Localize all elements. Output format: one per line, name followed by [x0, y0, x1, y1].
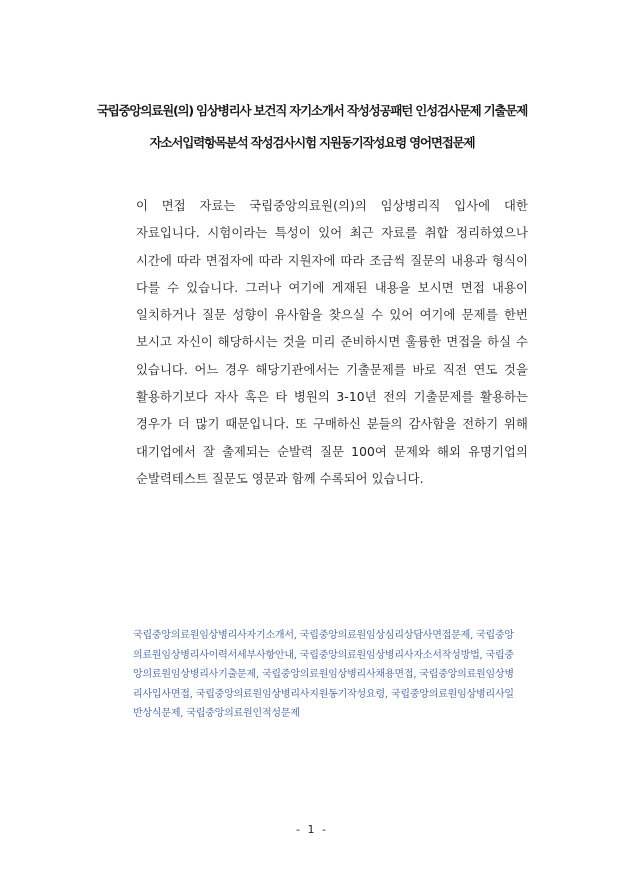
- keyword-link[interactable]: 국립중앙의료원임상병리사채용면접,: [261, 669, 417, 680]
- page-number: - 1 -: [296, 823, 328, 836]
- keyword-link[interactable]: 국립중앙의료원임상병리사입사면접,: [133, 669, 514, 700]
- keyword-list: [133, 626, 523, 724]
- keyword-link[interactable]: 국립중앙의료원임상병리사기출문제,: [133, 649, 514, 680]
- keyword-link[interactable]: 국립중앙의료원임상병리사자기소개서,: [133, 630, 297, 641]
- intro-paragraph: 이 면접 자료는 국립중앙의료원(의)의 임상병리직 입사에 대한 자료입니다. 시험이라는 특성이 있어 최근 자료를 취합 정리하였으나 시간에 따라 면접자에 따라 지원자에 따라 조금씩 질문의 내용과 형식이 다를 수 있습니다. 그러나 여기에 게재된 내용을 보시면 면접 내용이 일치하거나 질문 성향이 유사함을 찾으실 수 있어 여기에 문제를 한번 보시고 자신이 해당하시는 것을 미리 준비하시면 훌륭한 면접을 하실 수 있습니다. 어느 경우 해당기관에서는 기출문제를 바로 직전 연도 것을 활용하기보다 자사 혹은 타 병원의 3-10년 전의 기출문제를 활용하는 경우가 더 많기 때문입니다. 또 구매하신 분들의 감사함을 전하기 위해 대기업에서 잘 출제되는 순발력 질문 100여 문제와 해외 유명기업의 순발력테스트 질문도 영문과 함께 수록되어 있습니다.: [136, 199, 528, 486]
- document-title-line-1: 국립중앙의료원(의) 임상병리사 보건직 자기소개서 작성성공패턴 인성검사문제 기출문제: [96, 103, 528, 118]
- keyword-link[interactable]: 국립중앙의료원임상병리사자소서작성방법,: [299, 649, 483, 661]
- keyword-link[interactable]: 국립중앙의료원임상심리상담사면접문제,: [299, 630, 474, 641]
- keyword-link[interactable]: 국립중앙의료원임상병리사지원동기작성요령,: [195, 688, 388, 700]
- keyword-link[interactable]: 국립중앙의료원인적성문제: [186, 708, 300, 719]
- keyword-link[interactable]: 국립중앙의료원임상병리사이력서세부사항안내,: [133, 630, 514, 661]
- keyword-link[interactable]: 국립중앙의료원임상병리사일반상식문제,: [133, 688, 514, 719]
- document-title-line-2: 자소서입력항목분석 작성검사시험 지원동기작성요령 영어면접문제: [149, 135, 475, 150]
